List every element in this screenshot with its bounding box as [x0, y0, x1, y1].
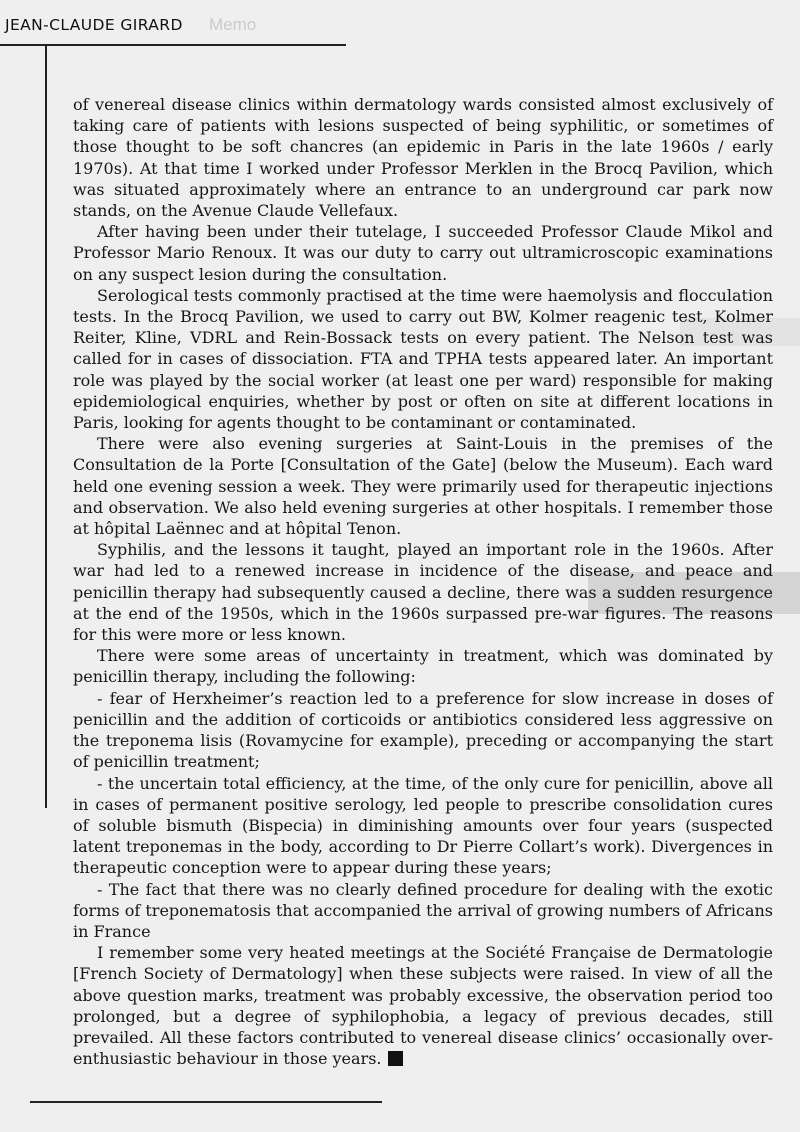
paragraph-4: There were also evening surgeries at Saint-Louis in the premises of the Consultation de la Porte [Consultation of the Gate] (below the Museum). Each ward held one evening session a week. They were primarily used for therapeutic injections and observation. We also held evening surgeries at other hospitals. I remember those at hôpital Laënnec and at hôpital Tenon.	[73, 434, 773, 539]
list-item-3: - The fact that there was no clearly defined procedure for dealing with the exotic forms of treponematosis that accompanied the arrival of growing numbers of Africans in France	[73, 879, 773, 941]
paragraph-5: Syphilis, and the lessons it taught, played an important role in the 1960s. After war had led to a renewed increase in incidence of the disease, and peace and penicillin therapy had subsequently caused a decline, there was a sudden resurgence at the end of the 1950s, which in the 1960s surpassed pre-war figures. The reasons for this were more or less known.	[73, 540, 773, 645]
list-item-2: - the uncertain total efficiency, at the time, of the only cure for penicillin, above all in cases of permanent positive serology, led people to prescribe consolidation cures of soluble bismuth (Bispecia) in diminishing amounts over four years (suspected latent treponemas in the body, according to Dr Pierre Collart’s work). Divergences in therapeutic conception were to appear during these years;	[73, 773, 773, 878]
running-head: JEAN-CLAUDE GIRARD	[5, 16, 183, 34]
paragraph-1: of venereal disease clinics within dermatology wards consisted almost exclusively of taking care of patients with lesions suspected of being syphilitic, or sometimes of those thought to be soft chancres (an epidemic in Paris in the late 1960s / early 1970s). At that time I worked under Professor Merklen in the Brocq Pavilion, which was situated approximately where an entrance to an underground car park now stands, on the Avenue Claude Vellefaux.	[73, 95, 773, 221]
end-of-article-mark	[388, 1051, 403, 1066]
footer-rule	[30, 1101, 382, 1103]
paragraph-final	[73, 942, 773, 1069]
paragraph-final-text: I remember some very heated meetings at the Société Française de Dermatologie [French Society of Dermatology] when these subjects were raised. In view of all the above question marks, treatment was probably excessive, the observation period too prolonged, but a degree of syphilophobia, a legacy of previous decades, still prevailed. All these factors contributed to venereal disease clinics’ occasionally over-enthusiastic behaviour in those years.	[73, 943, 773, 1069]
paragraph-6: There were some areas of uncertainty in treatment, which was dominated by penicillin therapy, including the following:	[73, 646, 773, 687]
paragraph-2: After having been under their tutelage, I succeeded Professor Claude Mikol and Professor Mario Renoux. It was our duty to carry out ultramicroscopic examinations on any suspect lesion during the consultation.	[73, 222, 773, 284]
list-item-1: - fear of Herxheimer’s reaction led to a preference for slow increase in doses of penicillin and the addition of corticoids or antibiotics considered less aggressive on the treponema lisis (Rovamycine for example), preceding or accompanying the start of penicillin treatment;	[73, 688, 773, 772]
body-text	[73, 94, 773, 1069]
margin-rule	[45, 45, 47, 808]
header-rule	[0, 44, 346, 46]
show-through-heading: Memo	[209, 15, 257, 34]
paragraph-3: Serological tests commonly practised at the time were haemolysis and flocculation tests. In the Brocq Pavilion, we used to carry out BW, Kolmer reagenic test, Kolmer Reiter, Kline, VDRL and Rein-Bossack tests on every patient. The Nelson test was called for in cases of dissociation. FTA and TPHA tests appeared later. An important role was played by the social worker (at least one per ward) responsible for making epidemiological enquiries, whether by post or often on site at different locations in Paris, looking for agents thought to be contaminant or contaminated.	[73, 285, 773, 433]
